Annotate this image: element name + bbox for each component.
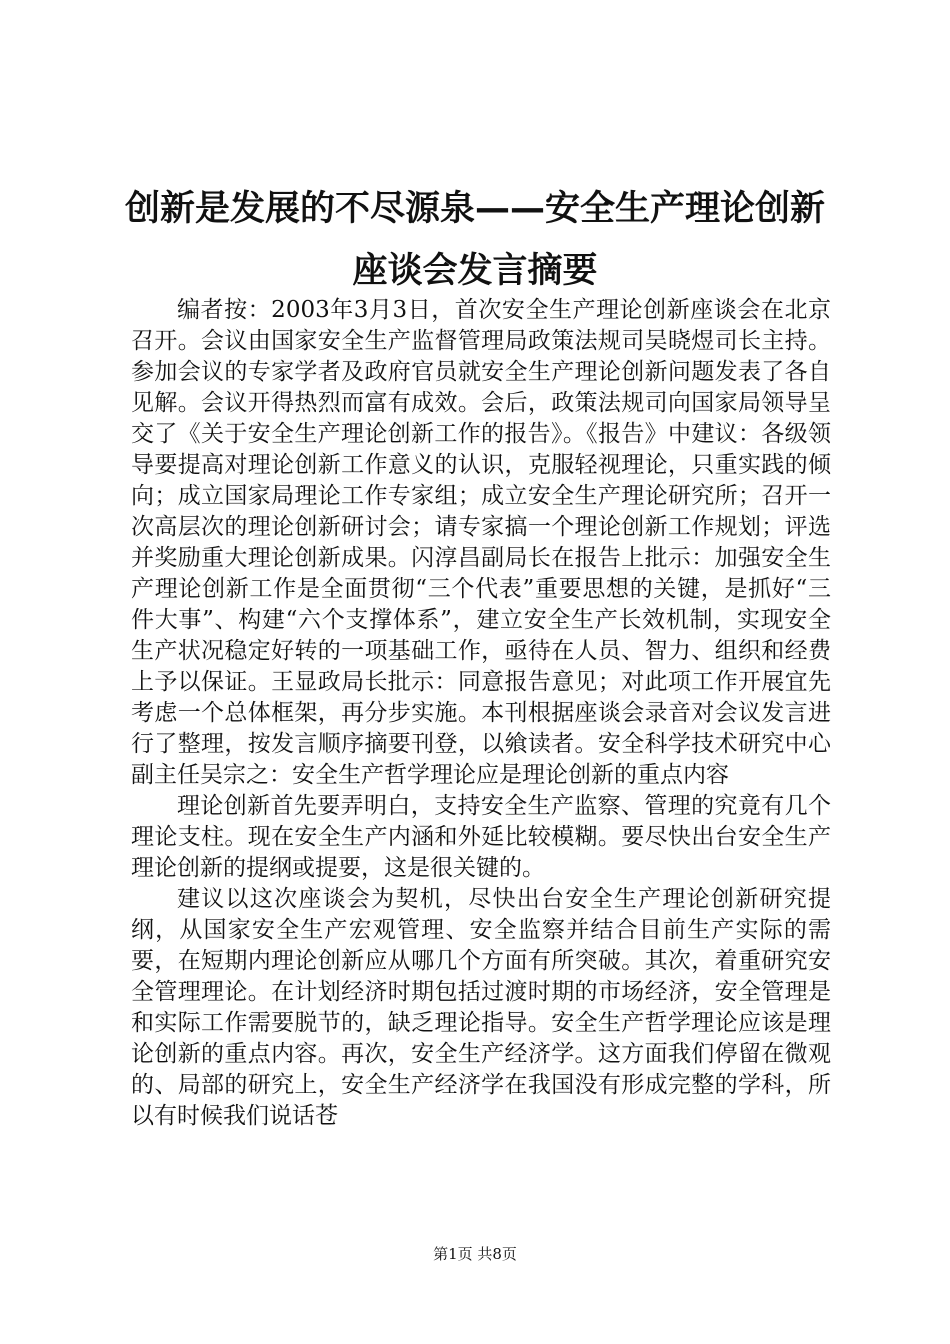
document-title: 创新是发展的不尽源泉——安全生产理论创新座谈会发言摘要 — [124, 189, 825, 291]
paragraph-2: 理论创新首先要弄明白，支持安全生产监察、管理的究竟有几个理论支柱。现在安全生产内涵和外延比较模糊。要尽快出台安全生产理论创新的提纲或提要，这是很关键的。 — [131, 793, 831, 881]
paragraph-3: 建议以这次座谈会为契机，尽快出台安全生产理论创新研究提纲，从国家安全生产宏观管理、安全监察并结合目前生产实际的需要，在短期内理论创新应从哪几个方面有所突破。其次，着重研究安全管理理论。在计划经济时期包括过渡时期的市场经济，安全管理是和实际工作需要脱节的，缺乏理论指导。安全生产哲学理论应该是理论创新的重点内容。再次，安全生产经济学。这方面我们停留在微观的、局部的研究上，安全生产经济学在我国没有形成完整的学科，所以有时候我们说话苍 — [131, 886, 831, 1129]
page-footer: 第1页 共8页 — [433, 1245, 517, 1263]
paragraph-editor-note: 编者按：2003年3月3日，首次安全生产理论创新座谈会在北京召开。会议由国家安全生产监督管理局政策法规司吴晓煜司长主持。参加会议的专家学者及政府官员就安全生产理论创新问题发表了各自见解。会议开得热烈而富有成效。会后，政策法规司向国家局领导呈交了《关于安全生产理论创新工作的报告》。《报告》中建议：各级领导要提高对理论创新工作意义的认识，克服轻视理论，只重实践的倾向；成立国家局理论工作专家组；成立安全生产理论研究所；召开一次高层次的理论创新研讨会；请专家搞一个理论创新工作规划；评选并奖励重大理论创新成果。闪淳昌副局长在报告上批示：加强安全生产理论创新工作是全面贯彻“三个代表”重要思想的关键，是抓好“三件大事”、构建“六个支撑体系”，建立安全生产长效机制，实现安全生产状况稳定好转的一项基础工作，亟待在人员、智力、组织和经费上予以保证。王显政局长批示：同意报告意见；对此项工作开展宜先考虑一个总体框架，再分步实施。本刊根据座谈会录音对会议发言进行了整理，按发言顺序摘要刊登，以飨读者。安全科学技术研究中心副主任吴宗之：安全生产哲学理论应是理论创新的重点内容 — [131, 297, 831, 788]
document-body — [131, 295, 831, 1132]
